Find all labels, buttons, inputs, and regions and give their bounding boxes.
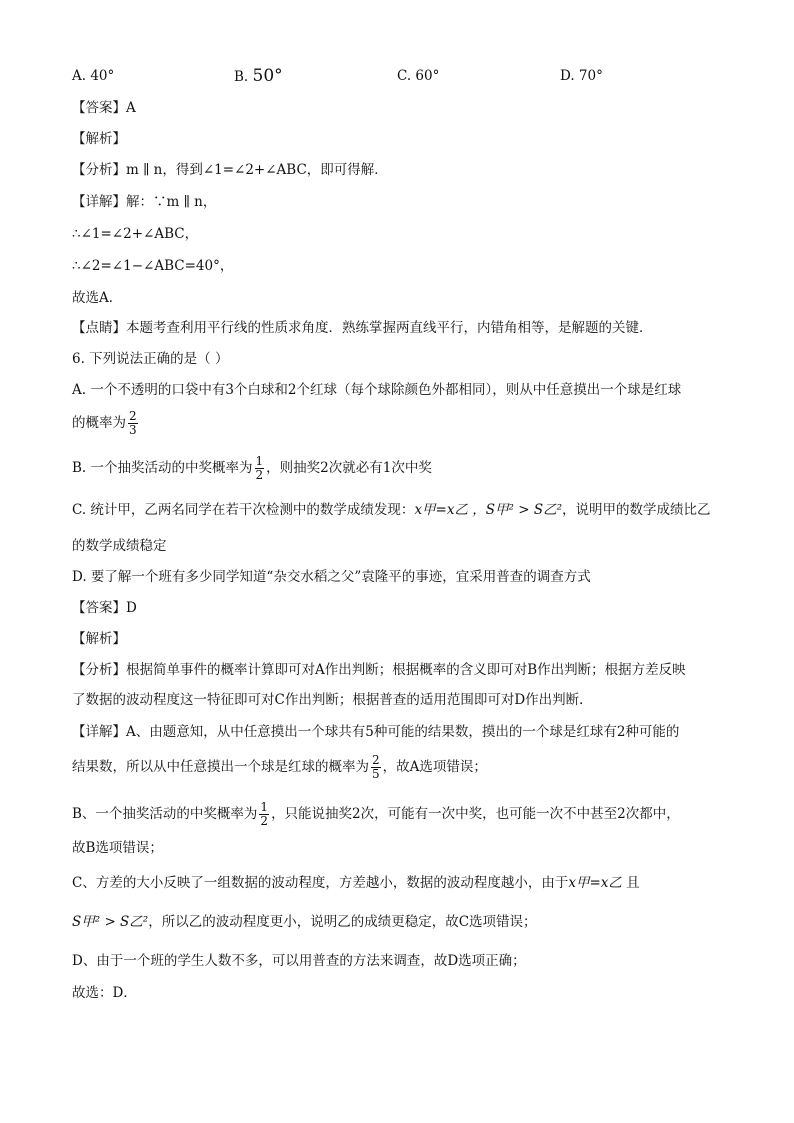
q6-fenxi-2: 了数据的波动程度这一特征即可对C作出判断；根据普查的适用范围即可对D作出判断． <box>72 692 593 708</box>
q5-step2: ∴∠2=∠1−∠ABC=40°， <box>72 258 234 274</box>
fraction-numerator: 1 <box>255 454 264 468</box>
q6-b-pre: B. 一个抽奖活动的中奖概率为 <box>72 460 253 476</box>
q6-xj2-pre: 结果数，所以从中任意摸出一个球是红球的概率为 <box>72 759 369 775</box>
q6-d-explain: D、由于一个班的学生人数不多，可以用普查的方法来调查，故D选项正确； <box>72 953 526 969</box>
q6-b-post: ，则抽奖2次就必有1次中奖 <box>266 460 432 476</box>
q6-b-explain-1 <box>72 801 680 828</box>
option-b-label: B. <box>234 69 249 85</box>
q6-c-pre: C. 统计甲，乙两名同学在若干次检测中的数学成绩发现： <box>72 502 415 518</box>
q6-option-c-line1 <box>72 500 710 520</box>
option-c: C. 60° <box>397 68 440 84</box>
fraction-one-half <box>259 801 269 828</box>
fraction-two-thirds <box>128 410 138 437</box>
q6-answer: 【答案】D <box>72 600 137 616</box>
fraction-two-fifths <box>371 754 381 781</box>
q6-c2-post: ，所以乙的波动程度更小，说明乙的成绩更稳定，故C选项错误； <box>148 914 537 930</box>
q6-c-post: ，说明甲的数学成绩比乙 <box>561 502 711 518</box>
fraction-denominator: 3 <box>129 423 137 437</box>
q6-b1-pre: B、一个抽奖活动的中奖概率为 <box>72 806 258 822</box>
fraction-numerator: 1 <box>260 800 269 814</box>
q6-c2-math: S甲² > S乙² <box>72 914 149 930</box>
fraction-denominator: 5 <box>372 767 380 781</box>
option-d: D. 70° <box>560 68 603 84</box>
q5-step1: ∴∠1=∠2+∠ABC， <box>72 226 199 242</box>
q5-options <box>72 64 732 88</box>
fraction-numerator: 2 <box>372 753 380 767</box>
q6-c1-post: 且 <box>621 875 640 891</box>
q6-option-c-line2: 的数学成绩稳定 <box>72 538 167 554</box>
q6-analysis-head: 【解析】 <box>72 631 126 647</box>
q6-option-b <box>72 455 432 482</box>
q6-xj2-post: ，故A选项错误； <box>382 759 487 775</box>
q6-fenxi-1: 【分析】根据简单事件的概率计算即可对A作出判断；根据概率的含义即可对B作出判断；根据方差反映 <box>72 662 686 678</box>
q6-a-text: 的概率为 <box>72 415 126 431</box>
q6-c-math: x甲=x乙 ，S甲² > S乙² <box>414 502 562 518</box>
q6-c1-math: x甲=x乙 <box>568 875 622 891</box>
q6-xiangjie-1: 【详解】A、由题意知，从中任意摸出一个球共有5种可能的结果数，摸出的一个球是红球有2种可能的 <box>72 724 680 740</box>
fraction-denominator: 2 <box>260 814 269 828</box>
q6-c-explain-1 <box>72 873 640 893</box>
fraction-denominator: 2 <box>255 468 264 482</box>
fraction-one-half <box>255 455 265 482</box>
q5-fenxi: 【分析】m ∥ n，得到∠1=∠2+∠ABC，即可得解． <box>72 162 388 178</box>
option-b-value: 50° <box>252 66 283 86</box>
q6-b-explain-2: 故B选项错误； <box>72 840 163 856</box>
q6-c1-pre: C、方差的大小反映了一组数据的波动程度，方差越小，数据的波动程度越小，由于 <box>72 875 569 891</box>
q6-final: 故选：D． <box>72 985 137 1001</box>
fraction-numerator: 2 <box>129 409 137 423</box>
q6-stem: 6. 下列说法正确的是（ ） <box>72 351 229 367</box>
q6-option-a-line2 <box>72 410 140 437</box>
q5-dianjing: 【点睛】本题考查利用平行线的性质求角度．熟练掌握两直线平行，内错角相等，是解题的关键． <box>72 320 653 336</box>
q5-analysis-head: 【解析】 <box>72 131 126 147</box>
q6-c-explain-2 <box>72 912 537 932</box>
q5-choose: 故选A． <box>72 290 123 306</box>
option-b <box>234 64 283 89</box>
q5-answer: 【答案】A <box>72 100 136 116</box>
q6-b1-post: ，只能说抽奖2次，可能有一次中奖，也可能一次不中甚至2次都中， <box>271 806 680 822</box>
q6-xiangjie-2 <box>72 754 487 781</box>
option-a: A. 40° <box>72 68 115 84</box>
q6-option-a-line1: A. 一个不透明的口袋中有3个白球和2个红球（每个球除颜色外都相同），则从中任意摸出一个球是红球 <box>72 382 682 398</box>
q5-xiangjie: 【详解】解：∵m ∥ n， <box>72 194 217 210</box>
q6-option-d: D. 要了解一个班有多少同学知道“杂交水稻之父”袁隆平的事迹，宜采用普查的调查方式 <box>72 569 591 585</box>
